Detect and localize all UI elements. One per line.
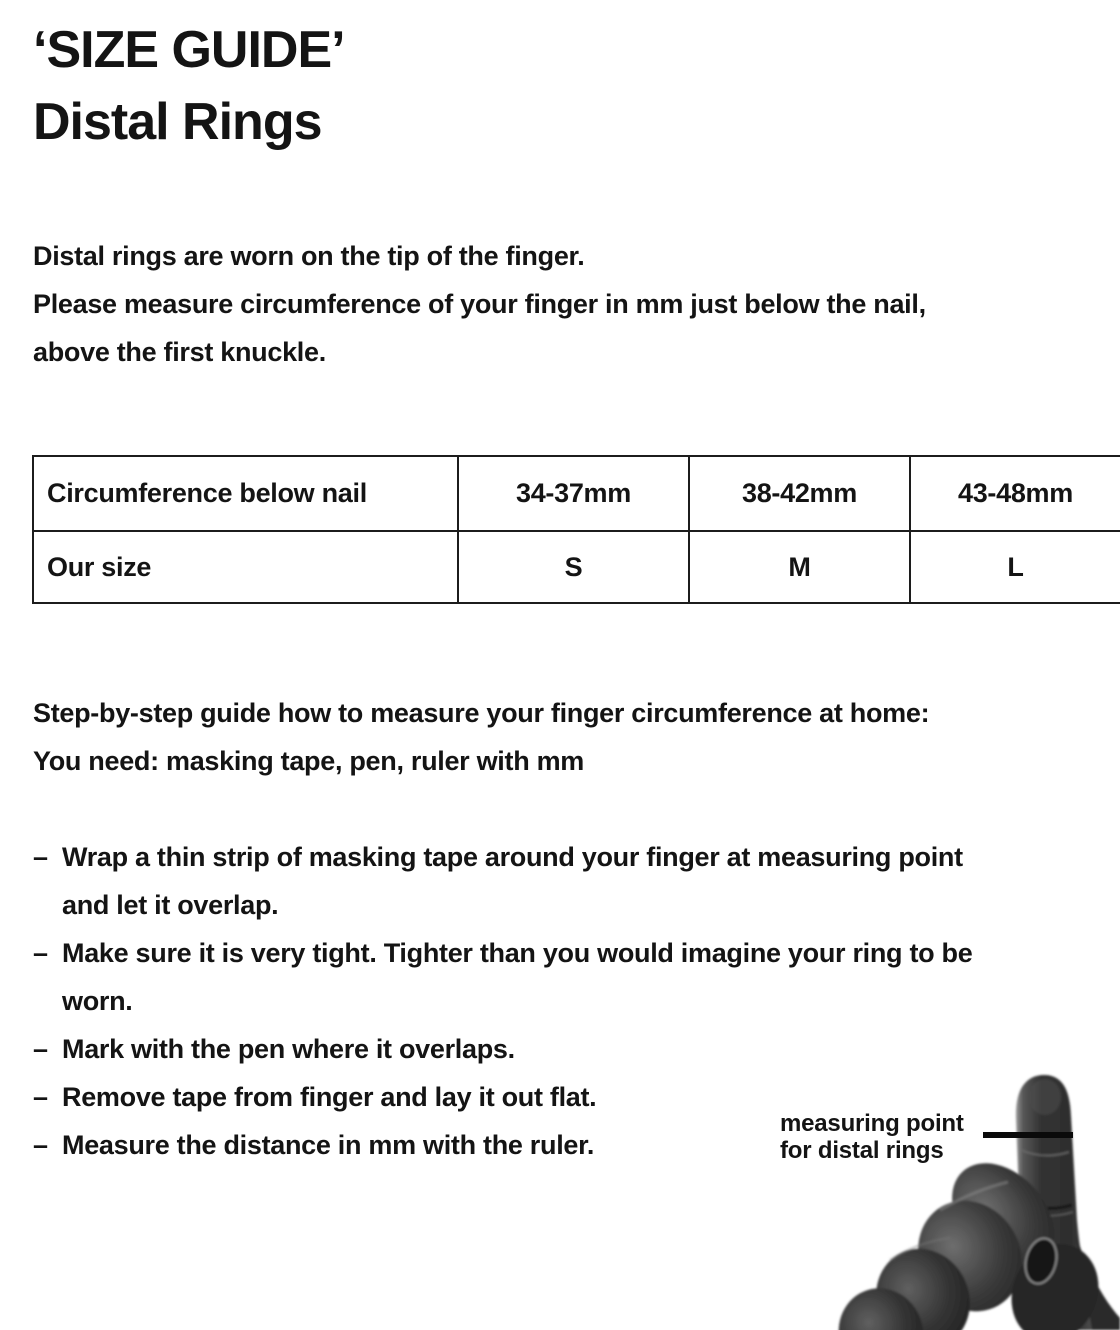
caption-line-1: measuring point xyxy=(780,1110,964,1137)
intro-paragraph xyxy=(33,232,926,376)
instruction-line: Measure the distance in mm with the ruler. xyxy=(62,1130,595,1160)
circumference-cell-s: 34-37mm xyxy=(458,456,689,531)
measuring-point-line xyxy=(983,1132,1073,1138)
circumference-cell-l: 43-48mm xyxy=(910,456,1120,531)
page-subtitle: Distal Rings xyxy=(33,93,322,151)
dash-marker: – xyxy=(33,938,48,968)
page-title: ‘SIZE GUIDE’ xyxy=(33,21,345,79)
row-label-cell: Our size xyxy=(33,531,458,603)
size-cell-l: L xyxy=(910,531,1120,603)
hand-pointing-photo xyxy=(760,1070,1120,1330)
instruction-item xyxy=(33,833,972,929)
intro-line: above the first knuckle. xyxy=(33,337,326,367)
instruction-line: and let it overlap. xyxy=(62,890,279,920)
instruction-line: Wrap a thin strip of masking tape around your finger at measuring point xyxy=(62,842,963,872)
instruction-item xyxy=(33,1025,972,1073)
dash-marker: – xyxy=(33,1034,48,1064)
steps-section xyxy=(33,689,929,785)
instruction-line: Mark with the pen where it overlaps. xyxy=(62,1034,515,1064)
caption-line-2: for distal rings xyxy=(780,1137,944,1164)
intro-line: Distal rings are worn on the tip of the finger. xyxy=(33,241,585,271)
instruction-line: worn. xyxy=(62,986,133,1016)
intro-line: Please measure circumference of your finger in mm just below the nail, xyxy=(33,289,926,319)
measuring-figure xyxy=(760,1070,1120,1330)
instruction-item xyxy=(33,929,972,1025)
instruction-line: Make sure it is very tight. Tighter than you would imagine your ring to be xyxy=(62,938,973,968)
size-cell-s: S xyxy=(458,531,689,603)
figure-caption xyxy=(780,1110,964,1164)
instruction-line: Remove tape from finger and lay it out flat. xyxy=(62,1082,597,1112)
row-label-cell: Circumference below nail xyxy=(33,456,458,531)
dash-marker: – xyxy=(33,842,48,872)
fingernail xyxy=(1029,1079,1061,1115)
size-table xyxy=(32,455,1120,604)
steps-heading: Step-by-step guide how to measure your finger circumference at home: xyxy=(33,698,930,728)
table-row-circumference xyxy=(33,456,1120,531)
dash-marker: – xyxy=(33,1130,48,1160)
steps-supplies: You need: masking tape, pen, ruler with mm xyxy=(33,746,584,776)
table-row-our-size xyxy=(33,531,1120,603)
dash-marker: – xyxy=(33,1082,48,1112)
circumference-cell-m: 38-42mm xyxy=(689,456,910,531)
size-cell-m: M xyxy=(689,531,910,603)
